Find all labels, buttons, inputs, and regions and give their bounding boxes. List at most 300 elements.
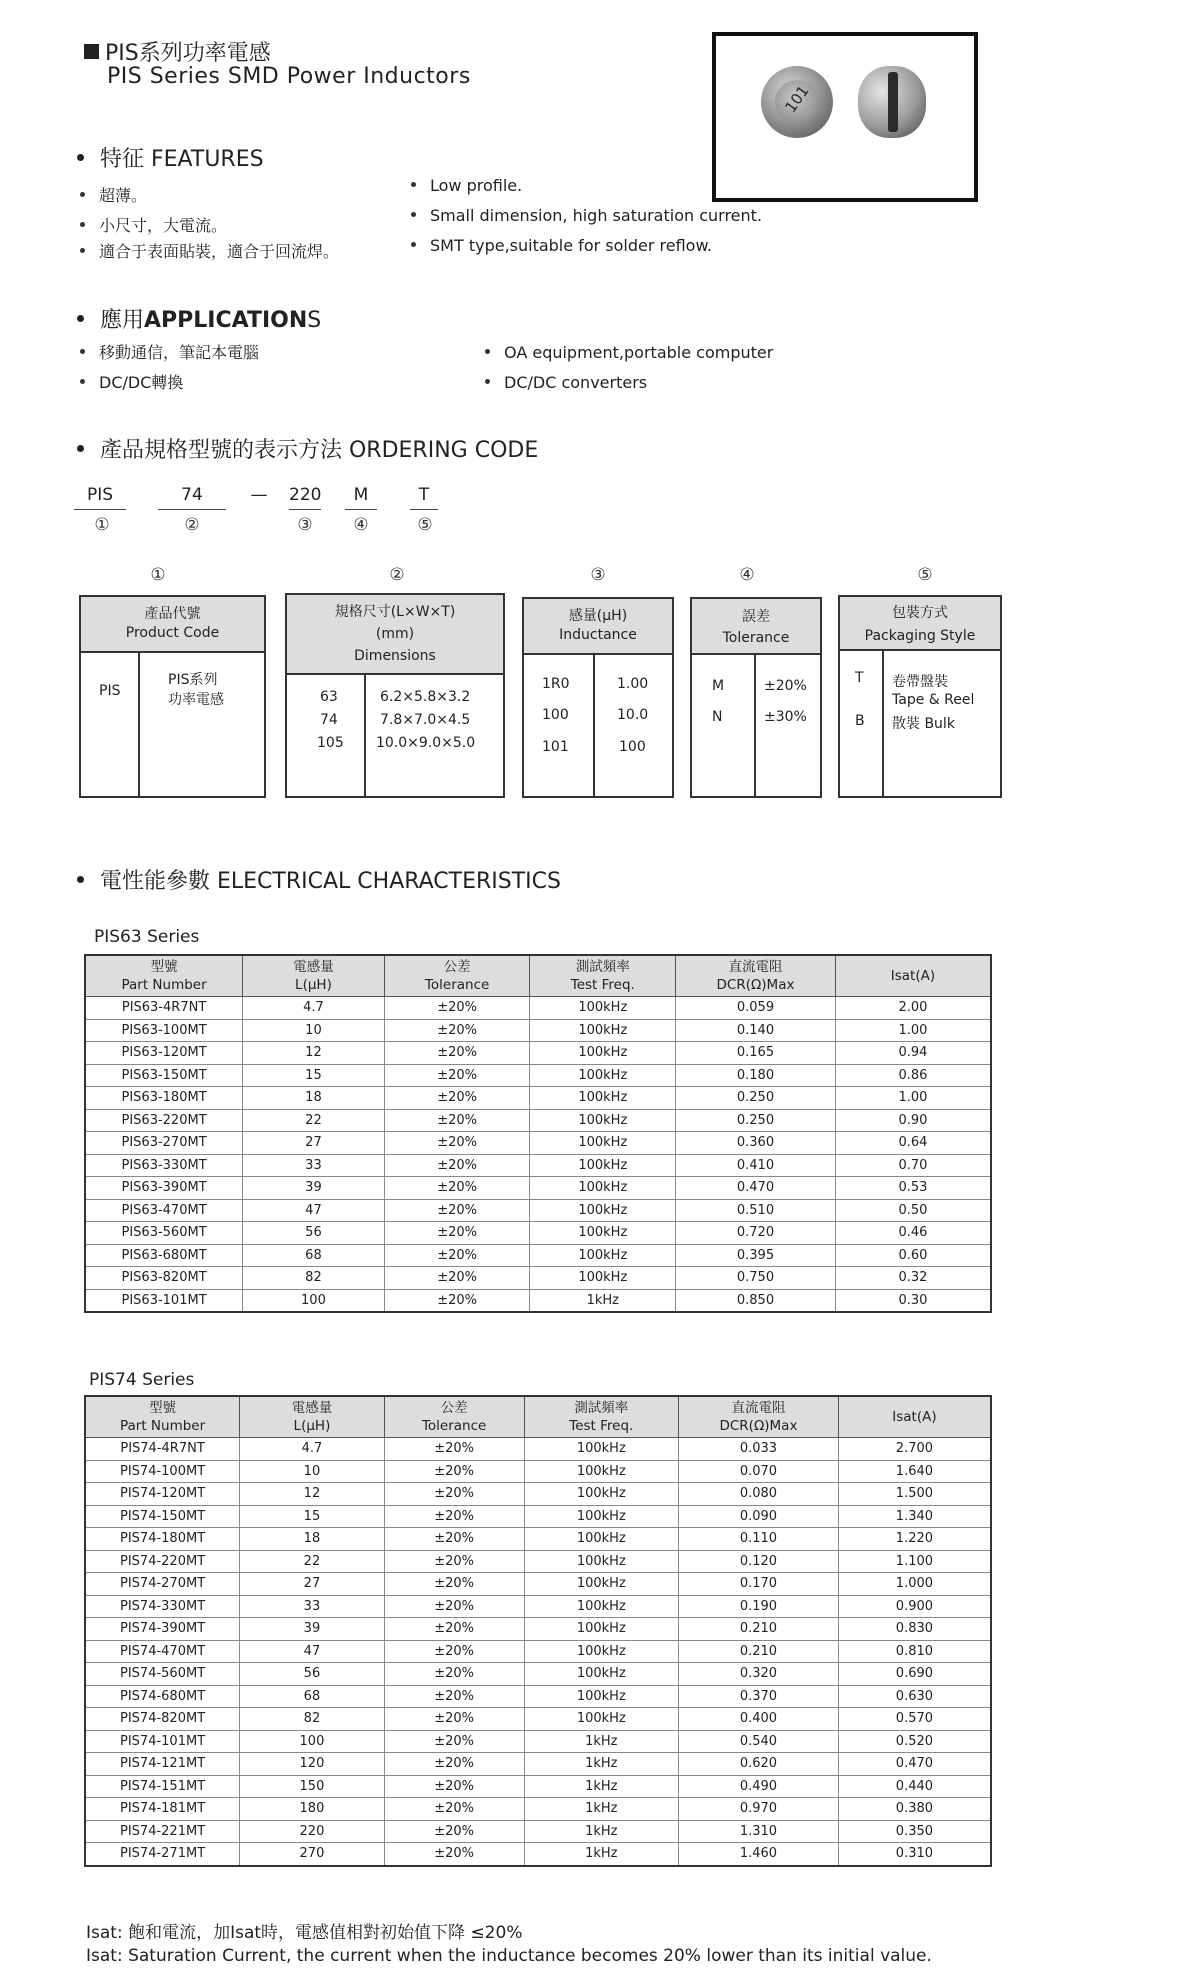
dcr-cell: 0.720 xyxy=(676,1222,836,1245)
isat-cell: 0.570 xyxy=(838,1708,991,1731)
isat-cell: 0.830 xyxy=(838,1618,991,1641)
dcr-cell: 0.470 xyxy=(676,1177,836,1200)
tolerance-cell: ±20% xyxy=(384,1244,530,1267)
test-freq-cell: 1kHz xyxy=(524,1753,679,1776)
inductance-cell: 10 xyxy=(243,1019,385,1042)
inductance-cell: 82 xyxy=(243,1267,385,1290)
bullet-icon xyxy=(77,315,84,322)
test-freq-cell: 100kHz xyxy=(524,1438,679,1461)
table-row xyxy=(85,1289,991,1312)
box-num-4: ④ xyxy=(739,565,755,585)
tolerance-cell: ±20% xyxy=(384,1222,530,1245)
product-code-desc-1: PIS系列 xyxy=(168,672,218,688)
packaging-header xyxy=(840,597,1000,651)
dcr-cell: 1.310 xyxy=(679,1820,839,1843)
box-num-2: ② xyxy=(389,565,405,585)
part-number-cell: PIS74-181MT xyxy=(85,1798,240,1821)
footnote-cn: Isat: 飽和電流，加Isat時，電感值相對初始值下降 ≤20% xyxy=(86,1923,523,1943)
isat-cell: 0.53 xyxy=(835,1177,991,1200)
tolerance-box xyxy=(690,597,822,798)
tolerance-cell: ±20% xyxy=(384,1483,524,1506)
application-cn-1 xyxy=(80,340,259,363)
inductance-cell: 10 xyxy=(240,1460,385,1483)
tolerance-cell: ±20% xyxy=(384,1087,530,1110)
dot-icon xyxy=(485,349,490,354)
test-freq-cell: 100kHz xyxy=(530,997,676,1020)
application-en-1-text: OA equipment,portable computer xyxy=(504,343,774,362)
product-code-desc-2: 功率電感 xyxy=(168,692,224,708)
part-number-cell: PIS63-820MT xyxy=(85,1267,243,1290)
dcr-cell: 0.210 xyxy=(679,1640,839,1663)
inductance-cell: 22 xyxy=(240,1550,385,1573)
inductor-side-view-image xyxy=(858,66,926,138)
col-isat xyxy=(838,1396,991,1438)
dcr-cell: 0.080 xyxy=(679,1483,839,1506)
tolerance-cell: ±20% xyxy=(384,1438,524,1461)
title-cn-text: PIS系列功率電感 xyxy=(105,41,271,66)
tolerance-cell: ±20% xyxy=(384,1019,530,1042)
table-row xyxy=(85,1064,991,1087)
col-test-freq-cn: 測試頻率 xyxy=(575,959,630,975)
dcr-cell: 0.070 xyxy=(679,1460,839,1483)
table-row xyxy=(85,1798,991,1821)
applications-heading-s: S xyxy=(307,308,322,333)
table-row xyxy=(85,1154,991,1177)
test-freq-cell: 100kHz xyxy=(530,1267,676,1290)
table-row xyxy=(85,1505,991,1528)
inductance-cell: 68 xyxy=(243,1244,385,1267)
tolerance-cell: ±20% xyxy=(384,1685,524,1708)
dcr-cell: 1.460 xyxy=(679,1843,839,1866)
inductance-cell: 4.7 xyxy=(240,1438,385,1461)
table-row xyxy=(85,1199,991,1222)
part-number-cell: PIS63-180MT xyxy=(85,1087,243,1110)
dcr-cell: 0.360 xyxy=(676,1132,836,1155)
inductance-cell: 82 xyxy=(240,1708,385,1731)
dcr-cell: 0.750 xyxy=(676,1267,836,1290)
test-freq-cell: 100kHz xyxy=(530,1042,676,1065)
table-row xyxy=(85,1708,991,1731)
dim-code-2: 74 xyxy=(320,712,338,728)
inductance-cell: 220 xyxy=(240,1820,385,1843)
ind-value-2: 10.0 xyxy=(617,707,649,723)
table-row xyxy=(85,1753,991,1776)
col-inductance-cn: 電感量 xyxy=(293,959,334,975)
dim-value-2: 7.8×7.0×4.5 xyxy=(380,712,471,728)
isat-cell: 0.440 xyxy=(838,1775,991,1798)
isat-cell: 0.30 xyxy=(835,1289,991,1312)
table-row xyxy=(85,1550,991,1573)
application-cn-2-text: DC/DC轉換 xyxy=(99,373,184,392)
col-part-number-en: Part Number xyxy=(119,1418,206,1434)
table-row xyxy=(85,1460,991,1483)
dcr-cell: 0.320 xyxy=(679,1663,839,1686)
application-en-1 xyxy=(485,343,773,362)
test-freq-cell: 100kHz xyxy=(524,1460,679,1483)
part-number-cell: PIS63-101MT xyxy=(85,1289,243,1312)
tolerance-head-cn: 誤差 xyxy=(742,609,770,625)
ind-code-2: 100 xyxy=(542,707,569,723)
tolerance-cell: ±20% xyxy=(384,1843,524,1866)
test-freq-cell: 1kHz xyxy=(530,1289,676,1312)
code-part-series: PIS xyxy=(74,485,126,510)
code-part-inductance: 220 xyxy=(289,485,321,510)
pis74-table-body xyxy=(85,1438,991,1866)
box-divider xyxy=(593,655,595,796)
application-en-2 xyxy=(485,373,647,392)
ind-code-3: 101 xyxy=(542,739,569,755)
part-number-cell: PIS74-560MT xyxy=(85,1663,240,1686)
test-freq-cell: 100kHz xyxy=(524,1550,679,1573)
test-freq-cell: 100kHz xyxy=(530,1019,676,1042)
part-number-cell: PIS63-150MT xyxy=(85,1064,243,1087)
col-tolerance xyxy=(384,1396,524,1438)
pack-code-1: T xyxy=(855,670,864,686)
test-freq-cell: 1kHz xyxy=(524,1820,679,1843)
product-code-value: PIS xyxy=(99,683,121,699)
col-test-freq-en: Test Freq. xyxy=(570,977,635,993)
feature-cn-3 xyxy=(80,239,339,262)
col-inductance xyxy=(243,955,385,997)
bullet-icon xyxy=(77,876,84,883)
table-header-row xyxy=(85,955,991,997)
dcr-cell: 0.540 xyxy=(679,1730,839,1753)
col-test-freq-cn: 測試頻率 xyxy=(574,1400,629,1416)
dcr-cell: 0.410 xyxy=(676,1154,836,1177)
tolerance-cell: ±20% xyxy=(384,1177,530,1200)
tolerance-cell: ±20% xyxy=(384,1663,524,1686)
inductance-head-cn: 感量(μH) xyxy=(568,608,628,624)
tolerance-cell: ±20% xyxy=(384,1573,524,1596)
isat-cell: 1.100 xyxy=(838,1550,991,1573)
tol-value-1: ±20% xyxy=(764,678,807,694)
inductance-cell: 120 xyxy=(240,1753,385,1776)
col-isat-label: Isat(A) xyxy=(892,1409,937,1425)
part-number-cell: PIS63-560MT xyxy=(85,1222,243,1245)
dot-icon xyxy=(80,349,85,354)
footnote-en: Isat: Saturation Current, the current when the inductance becomes 20% lower than its initial value. xyxy=(86,1946,932,1966)
dimensions-box xyxy=(285,593,505,798)
col-inductance-en: L(μH) xyxy=(293,1418,331,1434)
box-divider xyxy=(882,651,884,796)
table-row xyxy=(85,1843,991,1866)
square-bullet-icon xyxy=(84,44,99,59)
test-freq-cell: 100kHz xyxy=(524,1640,679,1663)
isat-cell: 0.32 xyxy=(835,1267,991,1290)
feature-cn-2-text: 小尺寸，大電流。 xyxy=(99,216,228,235)
inductance-header xyxy=(524,599,672,655)
tolerance-cell: ±20% xyxy=(384,1267,530,1290)
table-row xyxy=(85,997,991,1020)
inductance-cell: 47 xyxy=(243,1199,385,1222)
dimensions-head-en: Dimensions xyxy=(354,648,436,664)
table-row xyxy=(85,1267,991,1290)
electrical-heading-text: 電性能參數 ELECTRICAL CHARACTERISTICS xyxy=(100,869,561,894)
tolerance-cell: ±20% xyxy=(384,1109,530,1132)
table-row xyxy=(85,1685,991,1708)
feature-en-3 xyxy=(411,236,712,255)
dim-value-3: 10.0×9.0×5.0 xyxy=(376,735,476,751)
inductance-head-en: Inductance xyxy=(559,627,637,643)
dimensions-head-unit: (mm) xyxy=(375,626,415,642)
col-test-freq-en: Test Freq. xyxy=(569,1418,634,1434)
dot-icon xyxy=(411,182,416,187)
inductance-cell: 100 xyxy=(243,1289,385,1312)
tolerance-header xyxy=(692,599,820,655)
pack-desc-2: 散裝 Bulk xyxy=(892,716,955,732)
inductor-band xyxy=(888,72,898,132)
isat-cell: 0.470 xyxy=(838,1753,991,1776)
isat-cell: 1.220 xyxy=(838,1528,991,1551)
dcr-cell: 0.850 xyxy=(676,1289,836,1312)
test-freq-cell: 100kHz xyxy=(524,1618,679,1641)
tolerance-cell: ±20% xyxy=(384,1595,524,1618)
col-inductance xyxy=(240,1396,385,1438)
inductance-cell: 68 xyxy=(240,1685,385,1708)
test-freq-cell: 100kHz xyxy=(530,1132,676,1155)
applications-heading-en: APPLICATION xyxy=(144,308,308,333)
code-num-4: ④ xyxy=(353,515,369,535)
isat-cell: 0.310 xyxy=(838,1843,991,1866)
test-freq-cell: 100kHz xyxy=(530,1087,676,1110)
part-number-cell: PIS74-100MT xyxy=(85,1460,240,1483)
tolerance-cell: ±20% xyxy=(384,1730,524,1753)
tolerance-head-en: Tolerance xyxy=(722,630,790,646)
dcr-cell: 0.180 xyxy=(676,1064,836,1087)
part-number-cell: PIS74-120MT xyxy=(85,1483,240,1506)
isat-cell: 0.520 xyxy=(838,1730,991,1753)
features-heading xyxy=(77,142,264,173)
tol-value-2: ±30% xyxy=(764,709,807,725)
inductance-cell: 39 xyxy=(243,1177,385,1200)
part-number-cell: PIS63-120MT xyxy=(85,1042,243,1065)
dim-code-1: 63 xyxy=(320,689,338,705)
product-code-header xyxy=(81,597,264,653)
col-part-number xyxy=(85,1396,240,1438)
part-number-cell: PIS74-330MT xyxy=(85,1595,240,1618)
col-test-freq xyxy=(524,1396,679,1438)
table-row xyxy=(85,1820,991,1843)
col-tolerance-en: Tolerance xyxy=(421,1418,487,1434)
inductor-top-view-image xyxy=(761,66,833,138)
col-tolerance-cn: 公差 xyxy=(443,959,471,975)
dcr-cell: 0.210 xyxy=(679,1618,839,1641)
packaging-head-en: Packaging Style xyxy=(864,628,976,644)
tolerance-cell: ±20% xyxy=(384,1820,524,1843)
inductance-cell: 18 xyxy=(240,1528,385,1551)
table-row xyxy=(85,1730,991,1753)
tolerance-cell: ±20% xyxy=(384,1505,524,1528)
dcr-cell: 0.190 xyxy=(679,1595,839,1618)
box-num-3: ③ xyxy=(590,565,606,585)
table-row xyxy=(85,1132,991,1155)
isat-cell: 0.810 xyxy=(838,1640,991,1663)
page-title-en: PIS Series SMD Power Inductors xyxy=(107,64,471,89)
tolerance-cell: ±20% xyxy=(384,997,530,1020)
dot-icon xyxy=(411,242,416,247)
part-number-cell: PIS74-4R7NT xyxy=(85,1438,240,1461)
part-number-cell: PIS74-151MT xyxy=(85,1775,240,1798)
code-dash: — xyxy=(250,485,268,505)
isat-cell: 0.64 xyxy=(835,1132,991,1155)
application-cn-2 xyxy=(80,370,183,393)
inductance-cell: 180 xyxy=(240,1798,385,1821)
col-dcr xyxy=(676,955,836,997)
col-dcr-en: DCR(Ω)Max xyxy=(719,1418,798,1434)
box-divider xyxy=(364,675,366,796)
col-dcr-en: DCR(Ω)Max xyxy=(716,977,795,993)
inductance-cell: 18 xyxy=(243,1087,385,1110)
dimensions-header xyxy=(287,595,503,675)
inductance-cell: 33 xyxy=(243,1154,385,1177)
dot-icon xyxy=(80,222,85,227)
box-num-5: ⑤ xyxy=(917,565,933,585)
product-code-head-en: Product Code xyxy=(125,625,220,641)
tolerance-cell: ±20% xyxy=(384,1528,524,1551)
part-number-cell: PIS74-271MT xyxy=(85,1843,240,1866)
test-freq-cell: 1kHz xyxy=(524,1730,679,1753)
dcr-cell: 0.400 xyxy=(679,1708,839,1731)
part-number-cell: PIS74-680MT xyxy=(85,1685,240,1708)
page-title-cn xyxy=(84,36,271,67)
test-freq-cell: 100kHz xyxy=(524,1595,679,1618)
ind-value-3: 100 xyxy=(619,739,646,755)
inductance-cell: 27 xyxy=(240,1573,385,1596)
test-freq-cell: 100kHz xyxy=(530,1199,676,1222)
test-freq-cell: 100kHz xyxy=(524,1483,679,1506)
test-freq-cell: 1kHz xyxy=(524,1775,679,1798)
pis63-table xyxy=(84,954,992,1313)
product-code-head-cn: 產品代號 xyxy=(144,606,201,622)
dcr-cell: 0.170 xyxy=(679,1573,839,1596)
inductance-cell: 56 xyxy=(240,1663,385,1686)
tolerance-cell: ±20% xyxy=(384,1064,530,1087)
table-row xyxy=(85,1222,991,1245)
code-num-1: ① xyxy=(94,515,110,535)
tolerance-cell: ±20% xyxy=(384,1199,530,1222)
test-freq-cell: 100kHz xyxy=(524,1685,679,1708)
table-row xyxy=(85,1595,991,1618)
code-part-packaging: T xyxy=(410,485,438,510)
inductance-cell: 12 xyxy=(243,1042,385,1065)
table-row xyxy=(85,1573,991,1596)
applications-heading-cn: 應用 xyxy=(100,308,145,333)
packaging-box xyxy=(838,595,1002,798)
part-number-cell: PIS74-121MT xyxy=(85,1753,240,1776)
inductance-cell: 12 xyxy=(240,1483,385,1506)
ind-value-1: 1.00 xyxy=(617,676,649,692)
dim-code-3: 105 xyxy=(317,735,344,751)
pis63-table-body xyxy=(85,997,991,1313)
col-dcr xyxy=(679,1396,839,1438)
isat-cell: 2.700 xyxy=(838,1438,991,1461)
test-freq-cell: 100kHz xyxy=(524,1528,679,1551)
table-row xyxy=(85,1438,991,1461)
application-en-2-text: DC/DC converters xyxy=(504,373,648,392)
feature-en-1-text: Low profile. xyxy=(430,176,523,195)
inductance-cell: 39 xyxy=(240,1618,385,1641)
test-freq-cell: 100kHz xyxy=(524,1505,679,1528)
table-row xyxy=(85,1483,991,1506)
col-inductance-cn: 電感量 xyxy=(291,1400,333,1416)
inductance-box xyxy=(522,597,674,798)
table-row xyxy=(85,1087,991,1110)
col-part-number-cn: 型號 xyxy=(150,959,178,975)
part-number-cell: PIS74-470MT xyxy=(85,1640,240,1663)
box-num-1: ① xyxy=(150,565,166,585)
inductance-cell: 27 xyxy=(243,1132,385,1155)
inductance-cell: 150 xyxy=(240,1775,385,1798)
code-num-5: ⑤ xyxy=(417,515,433,535)
table-header-row xyxy=(85,1396,991,1438)
pis74-table xyxy=(84,1395,992,1867)
table-row xyxy=(85,1109,991,1132)
box-divider xyxy=(754,655,756,796)
table-row xyxy=(85,1775,991,1798)
part-number-cell: PIS63-4R7NT xyxy=(85,997,243,1020)
col-part-number-cn: 型號 xyxy=(149,1400,177,1416)
inductance-cell: 4.7 xyxy=(243,997,385,1020)
dot-icon xyxy=(80,248,85,253)
isat-cell: 1.640 xyxy=(838,1460,991,1483)
tolerance-cell: ±20% xyxy=(384,1798,524,1821)
dot-icon xyxy=(411,212,416,217)
table-row xyxy=(85,1640,991,1663)
feature-cn-3-text: 適合于表面貼裝，適合于回流焊。 xyxy=(99,242,340,261)
inductance-cell: 270 xyxy=(240,1843,385,1866)
col-part-number xyxy=(85,955,243,997)
isat-cell: 0.70 xyxy=(835,1154,991,1177)
pack-desc-1-cn: 卷帶盤裝 xyxy=(892,674,948,690)
feature-cn-2 xyxy=(80,213,227,236)
tol-code-1: M xyxy=(712,678,725,694)
part-number-cell: PIS74-220MT xyxy=(85,1550,240,1573)
col-inductance-en: L(μH) xyxy=(295,977,332,993)
inductance-cell: 15 xyxy=(240,1505,385,1528)
dcr-cell: 0.250 xyxy=(676,1087,836,1110)
code-part-tolerance: M xyxy=(345,485,377,510)
electrical-heading xyxy=(77,864,561,895)
dcr-cell: 0.370 xyxy=(679,1685,839,1708)
dot-icon xyxy=(80,379,85,384)
tolerance-cell: ±20% xyxy=(384,1154,530,1177)
isat-cell: 1.00 xyxy=(835,1087,991,1110)
table-row xyxy=(85,1177,991,1200)
applications-heading xyxy=(77,303,321,334)
part-number-cell: PIS63-220MT xyxy=(85,1109,243,1132)
dcr-cell: 0.140 xyxy=(676,1019,836,1042)
table-row xyxy=(85,1618,991,1641)
feature-en-2 xyxy=(411,206,762,225)
part-number-cell: PIS63-470MT xyxy=(85,1199,243,1222)
code-num-2: ② xyxy=(184,515,200,535)
dcr-cell: 0.090 xyxy=(679,1505,839,1528)
col-tolerance-cn: 公差 xyxy=(440,1400,468,1416)
ordering-heading xyxy=(77,433,538,464)
application-cn-1-text: 移動通信，筆記本電腦 xyxy=(99,343,260,362)
inductor-marking: 101 xyxy=(781,82,813,116)
packaging-head-cn: 包裝方式 xyxy=(892,605,948,621)
isat-cell: 0.60 xyxy=(835,1244,991,1267)
test-freq-cell: 100kHz xyxy=(524,1663,679,1686)
part-number-cell: PIS74-180MT xyxy=(85,1528,240,1551)
isat-cell: 0.630 xyxy=(838,1685,991,1708)
bullet-icon xyxy=(77,445,84,452)
col-isat xyxy=(835,955,991,997)
table-row xyxy=(85,1019,991,1042)
test-freq-cell: 100kHz xyxy=(530,1064,676,1087)
dot-icon xyxy=(80,192,85,197)
